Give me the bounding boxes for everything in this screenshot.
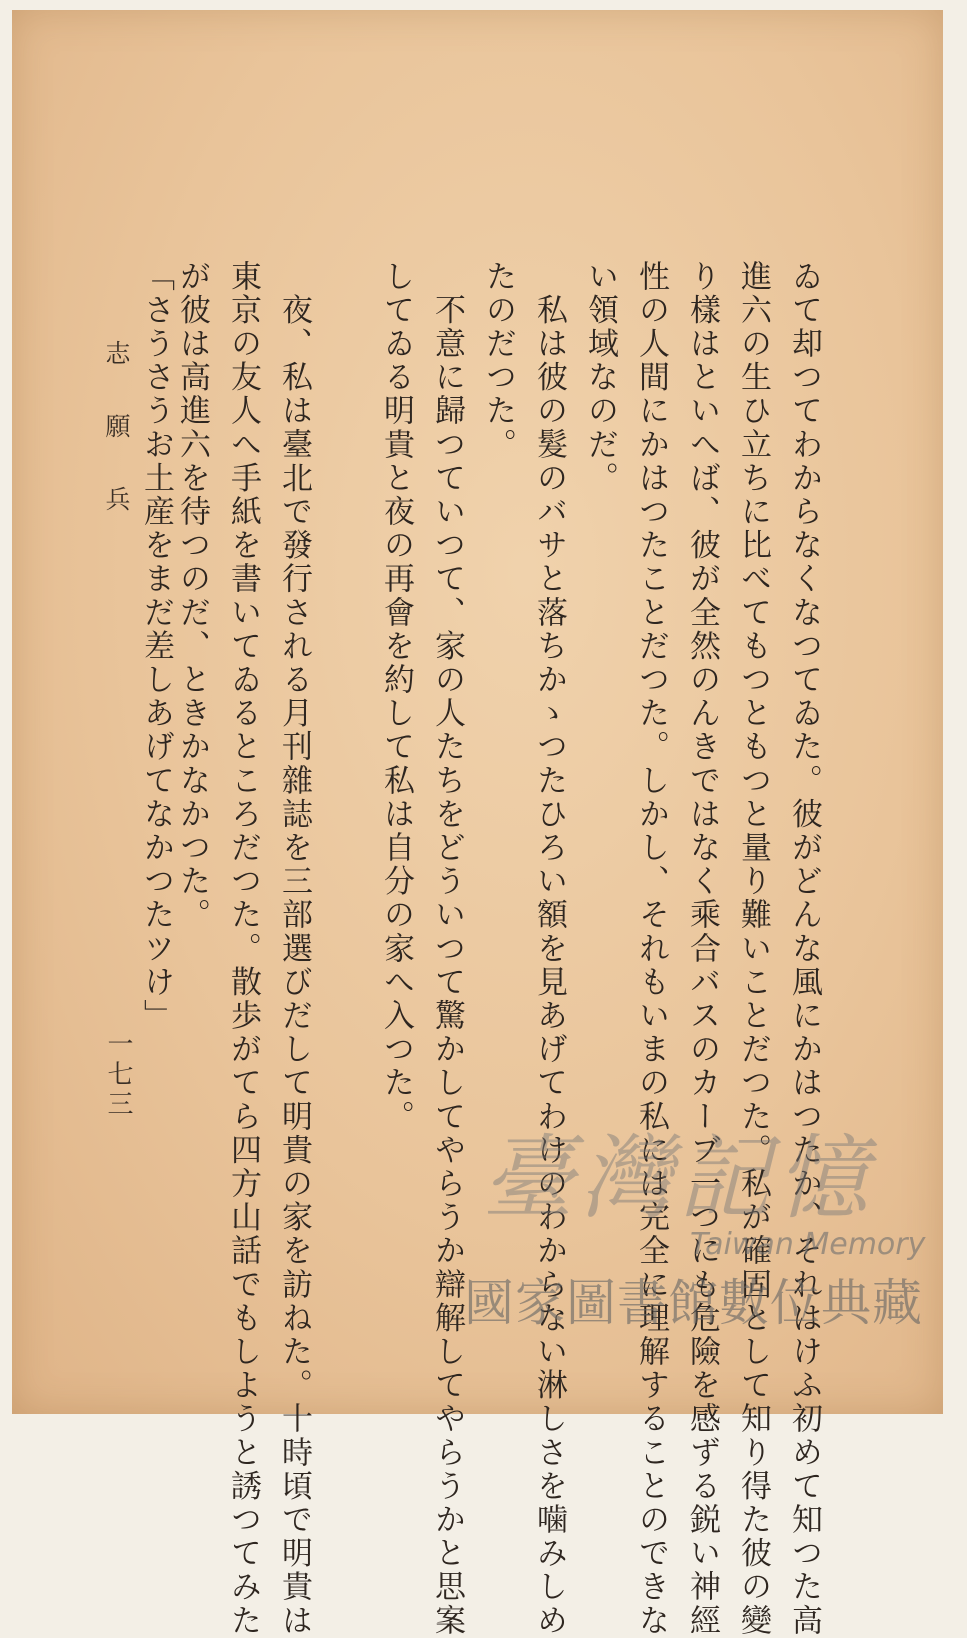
watermark-organization: 國家圖書館數位典藏 xyxy=(464,1274,923,1332)
watermark-latin: Taiwan Memory xyxy=(690,1227,926,1262)
text-column-13: が彼は高進六を待つのだ、ときかなかつた。 xyxy=(174,260,210,932)
text-column-2: 進六の生ひ立ちに比べてもつともつと量り難いことだつた。私が確固として知り得た彼の變 xyxy=(735,260,771,1638)
text-column-11: 夜、私は臺北で發行される月刊雜誌を三部選びだして明貴の家を訪ねた。十時頃で明貴は xyxy=(276,260,312,1638)
text-column-3: り樣はといへば、彼が全然のんきではなく乘合バスのカーブ一つにも危險を感ずる鋭い神經 xyxy=(684,260,720,1638)
text-column-8: 不意に歸つていつて、家の人たちをどういつて驚かしてやらうか辯解してやらうかと思案 xyxy=(429,260,465,1638)
running-head: 志願兵 xyxy=(102,340,131,559)
text-column-12: 東京の友人へ手紙を書いてゐるところだつた。散歩がてら四方山話でもしようと誘つてみた xyxy=(225,260,261,1638)
text-column-6: 私は彼の髮のバサと落ちかゝつたひろい額を見あげてわけのわからない淋しさを噛みしめ xyxy=(531,260,567,1638)
text-column-9: してゐる明貴と夜の再會を約して私は自分の家へ入つた。 xyxy=(378,260,414,1134)
book-page xyxy=(12,10,943,1638)
text-column-4: 性の人間にかはつたことだつた。しかし、それもいまの私には完全に理解することのできな xyxy=(633,260,669,1638)
page-number: 一七三 xyxy=(103,1030,133,1120)
text-column-5: い領域なのだ。 xyxy=(582,260,618,496)
text-column-14: 「さうさうお土産をまだ差しあげてなかつたツけ」 xyxy=(138,260,174,1033)
text-column-7: たのだつた。 xyxy=(480,260,516,462)
watermark-calligraphy: 臺灣記憶 xyxy=(482,1125,875,1232)
watermark xyxy=(452,1105,926,1332)
text-column-1: ゐて却つてわからなくなつてゐた。彼がどんな風にかはつたか、それはけふ初めて知つた高 xyxy=(786,260,822,1638)
